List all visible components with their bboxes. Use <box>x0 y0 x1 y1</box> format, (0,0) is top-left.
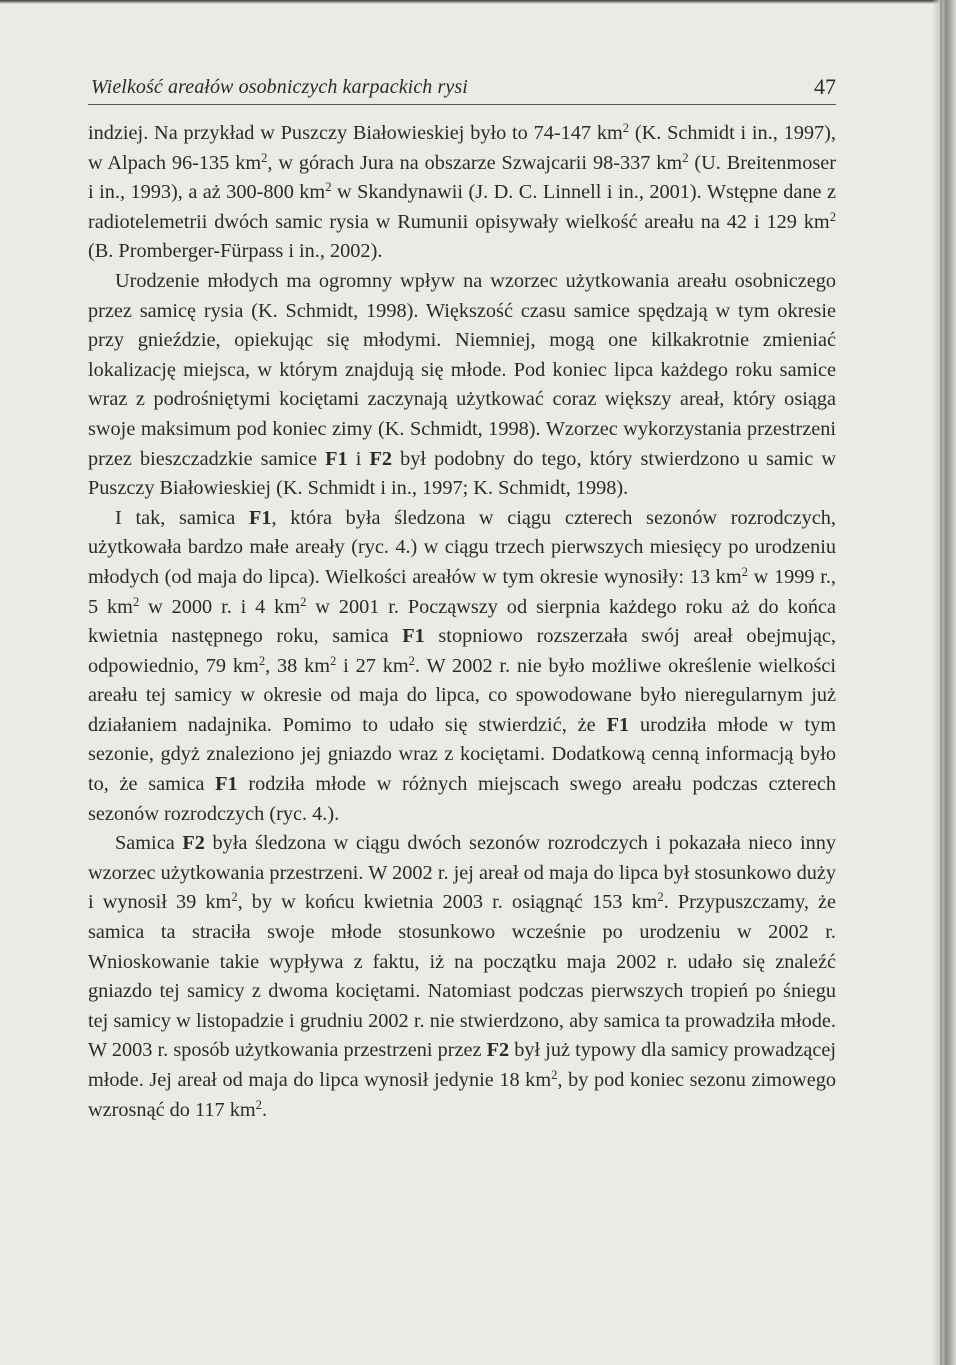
text-run: , by pod koniec sezonu zimowego wzrosnąć do 117 km <box>88 1069 836 1121</box>
text-run: był już typowy dla samicy prowadzącej młode. Jej areał od maja do lipca wynosił jedynie 18 km <box>88 1039 836 1091</box>
text-run: (B. Promberger-Fürpass i in., 2002). <box>88 240 383 263</box>
text-run: był podobny do tego, który stwierdzono u samic w Puszczy Białowieskiej (K. Schmidt i in., 1997; K. Schmidt, 1998). <box>88 447 837 500</box>
superscript: 2 <box>132 594 140 609</box>
book-page <box>88 70 836 1125</box>
bold-label: F2 <box>182 832 205 855</box>
text-run: . <box>261 1098 268 1121</box>
running-title: Wielkość areałów osobniczych karpackich rysi <box>91 76 468 98</box>
bold-label: F1 <box>402 625 425 648</box>
superscript: 2 <box>325 180 332 195</box>
superscript: 2 <box>408 653 415 668</box>
text-run: , by w końcu kwietnia 2003 r. osiągnąć 153 km <box>237 891 658 914</box>
page-number: 47 <box>814 74 836 99</box>
paragraph <box>88 504 836 830</box>
text-run: rodziła młode w różnych miejscach swego areału podczas czterech sezonów rozrodczych (ryc. 4.). <box>88 773 836 825</box>
text-run: stopniowo rozszerzała swój areał obejmując, odpowiednio, 79 km <box>88 625 836 677</box>
bold-label: F2 <box>369 447 392 470</box>
text-run: i 27 km <box>336 654 409 677</box>
bold-label: F1 <box>606 713 630 736</box>
body-text <box>88 119 836 1125</box>
superscript: 2 <box>330 653 337 668</box>
superscript: 2 <box>551 1068 558 1083</box>
text-run: i <box>347 447 370 470</box>
superscript: 2 <box>300 594 307 609</box>
paragraph <box>88 267 836 504</box>
superscript: 2 <box>741 564 748 579</box>
text-run: w 2001 r. Począwszy od sierpnia każdego roku aż do końca kwietnia następnego roku, samica <box>88 595 836 648</box>
superscript: 2 <box>231 890 238 905</box>
text-run: w 2000 r. i 4 km <box>139 595 301 618</box>
text-run: . Przypuszczamy, że samica ta straciła swoje młode stosunkowo wcześnie po urodzeniu w 2002 r. Wnioskowanie takie wypływa z faktu, iż na początku maja 2002 r. udało się znaleźć gniazdo tej samicy z dwoma kociętami. Natomiast podczas pierwszych tropień po śniegu tej samicy w listopadzie i grudniu 2002 r. nie stwierdzono, aby samica ta prowadziła młode. W 2003 r. sposób użytkowania przestrzeni przez <box>88 891 836 1062</box>
text-run: I tak, samica <box>115 506 249 529</box>
bold-label: F1 <box>248 506 272 529</box>
scan-binding-shadow <box>932 0 956 1365</box>
text-run: , która była śledzona w ciągu czterech sezonów rozrodczych, użytkowała bardzo małe areały (ryc. 4.) w ciągu trzech pierwszych miesięcy po urodzeniu młodych (od maja do lipca). Wielkości areałów w tym okresie wynosiły: 13 km <box>88 506 836 588</box>
superscript: 2 <box>255 1097 262 1112</box>
superscript: 2 <box>682 150 689 165</box>
text-run: urodziła młode w tym sezonie, gdyż znaleziono jej gniazdo wraz z kociętami. Dodatkową cenną informacją było to, że samica <box>88 713 837 796</box>
superscript: 2 <box>829 209 836 224</box>
superscript: 2 <box>657 890 664 905</box>
bold-label: F1 <box>215 773 238 796</box>
text-run: indziej. Na przykład w Puszczy Białowieskiej było to 74-147 km <box>88 122 623 144</box>
paragraph <box>88 829 836 1125</box>
text-run: , w górach Jura na obszarze Szwajcarii 98-337 km <box>267 151 683 174</box>
text-run: była śledzona w ciągu dwóch sezonów rozrodczych i pokazała nieco inny wzorzec użytkowania przestrzeni. W 2002 r. jej areał od maja do lipca był stosunkowo duży i wynosił 39 km <box>88 832 836 914</box>
text-run: Samica <box>115 832 183 855</box>
paragraph <box>88 119 836 267</box>
scan-binding-line <box>940 0 942 1365</box>
scan-top-edge <box>0 0 956 4</box>
page-header <box>88 70 836 105</box>
bold-label: F1 <box>325 447 348 470</box>
text-run: . W 2002 r. nie było możliwe określenie wielkości areału tej samicy w okresie od maja do lipca, co spowodowane było nieregularnym już działaniem nadajnika. Pomimo to udało się stwierdzić, że <box>88 654 836 736</box>
bold-label: F2 <box>486 1039 510 1062</box>
text-run: (K. Schmidt i in., 1997), w Alpach 96-135 km <box>88 122 836 174</box>
text-run: w Skandynawii (J. D. C. Linnell i in., 2001). Wstępne dane z radiotelemetrii dwóch samic rysia w Rumunii opisywały wielkość areału na 42 i 129 km <box>88 181 836 233</box>
text-run: Urodzenie młodych ma ogromny wpływ na wzorzec użytkowania areału osobniczego przez samicę rysia (K. Schmidt, 1998). Większość czasu samice spędzają w tym okresie przy gnieździe, opiekując się młodymi. Niemniej, mogą one kilkakrotnie zmieniać lokalizację miejsca, w którym znajdują się młode. Pod koniec lipca każdego roku samice wraz z podrośniętymi kociętami zaczynają użytkować coraz większy areał, który osiąga swoje maksimum pod koniec zimy (K. Schmidt, 1998). Wzorzec wykorzystania przestrzeni przez bieszczadzkie samice <box>88 269 836 470</box>
text-run: , 38 km <box>265 654 331 677</box>
text-run: (U. Breitenmoser i in., 1993), a aż 300-800 km <box>88 151 836 204</box>
superscript: 2 <box>622 121 630 136</box>
superscript: 2 <box>261 150 268 165</box>
superscript: 2 <box>258 653 266 668</box>
text-run: w 1999 r., 5 km <box>88 565 836 618</box>
